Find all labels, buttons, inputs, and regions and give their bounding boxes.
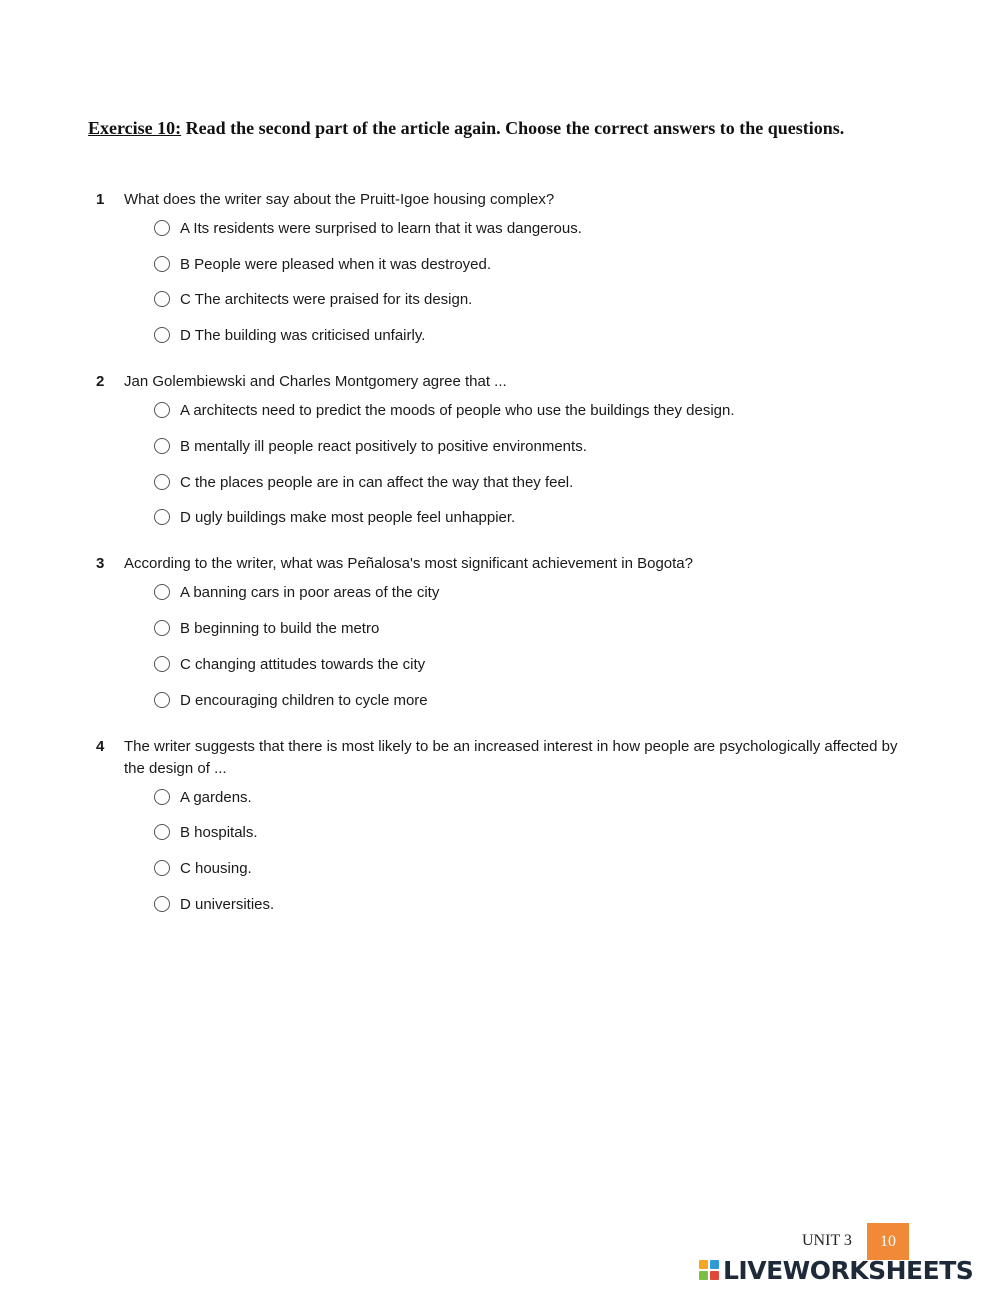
question-2 bbox=[96, 371, 916, 528]
radio-button[interactable] bbox=[154, 584, 170, 600]
radio-button[interactable] bbox=[154, 327, 170, 343]
radio-button[interactable] bbox=[154, 474, 170, 490]
radio-button[interactable] bbox=[154, 256, 170, 272]
logo-text: LIVEWORKSHEETS bbox=[723, 1255, 974, 1285]
question-4 bbox=[96, 736, 916, 915]
unit-label: UNIT 3 bbox=[802, 1232, 852, 1249]
option-c[interactable] bbox=[154, 653, 916, 675]
radio-button[interactable] bbox=[154, 896, 170, 912]
radio-button[interactable] bbox=[154, 402, 170, 418]
radio-button[interactable] bbox=[154, 789, 170, 805]
question-number: 2 bbox=[96, 373, 105, 390]
option-label: C housing. bbox=[180, 859, 252, 877]
radio-button[interactable] bbox=[154, 620, 170, 636]
option-a[interactable] bbox=[154, 399, 916, 421]
question-text: What does the writer say about the Pruitt-Igoe housing complex? bbox=[124, 191, 555, 208]
question-number: 3 bbox=[96, 555, 105, 572]
radio-button[interactable] bbox=[154, 438, 170, 454]
option-label: B hospitals. bbox=[180, 823, 258, 841]
radio-button[interactable] bbox=[154, 824, 170, 840]
option-d[interactable] bbox=[154, 324, 916, 346]
option-b[interactable] bbox=[154, 617, 916, 639]
option-label: A architects need to predict the moods of people who use the buildings they design. bbox=[180, 401, 735, 419]
option-b[interactable] bbox=[154, 253, 916, 275]
question-text: According to the writer, what was Peñalosa's most significant achievement in Bogota? bbox=[124, 555, 693, 572]
radio-button[interactable] bbox=[154, 220, 170, 236]
option-c[interactable] bbox=[154, 288, 916, 310]
option-label: D universities. bbox=[180, 895, 275, 913]
option-label: A banning cars in poor areas of the city bbox=[180, 583, 440, 601]
option-label: C the places people are in can affect the way that they feel. bbox=[180, 473, 574, 491]
question-text: Jan Golembiewski and Charles Montgomery agree that ... bbox=[124, 373, 507, 390]
option-d[interactable] bbox=[154, 689, 916, 711]
question-text: The writer suggests that there is most likely to be an increased interest in how people are psychologically affected by the design of ... bbox=[124, 738, 898, 777]
radio-button[interactable] bbox=[154, 291, 170, 307]
option-a[interactable] bbox=[154, 786, 916, 808]
option-c[interactable] bbox=[154, 471, 916, 493]
option-label: D The building was criticised unfairly. bbox=[180, 326, 426, 344]
logo-icon bbox=[699, 1260, 719, 1280]
option-label: A Its residents were surprised to learn that it was dangerous. bbox=[180, 219, 582, 237]
option-label: C changing attitudes towards the city bbox=[180, 655, 426, 673]
option-label: B beginning to build the metro bbox=[180, 619, 380, 637]
option-d[interactable] bbox=[154, 893, 916, 915]
radio-button[interactable] bbox=[154, 860, 170, 876]
option-label: D encouraging children to cycle more bbox=[180, 691, 428, 709]
option-c[interactable] bbox=[154, 857, 916, 879]
option-a[interactable] bbox=[154, 217, 916, 239]
option-label: A gardens. bbox=[180, 788, 252, 806]
radio-button[interactable] bbox=[154, 692, 170, 708]
exercise-heading bbox=[88, 117, 868, 140]
question-number: 4 bbox=[96, 738, 105, 755]
question-3 bbox=[96, 553, 916, 711]
exercise-instructions: Read the second part of the article again. Choose the correct answers to the questions. bbox=[181, 118, 845, 138]
question-number: 1 bbox=[96, 191, 105, 208]
option-d[interactable] bbox=[154, 506, 916, 528]
option-b[interactable] bbox=[154, 821, 916, 843]
liveworksheets-logo bbox=[699, 1255, 973, 1285]
option-label: D ugly buildings make most people feel unhappier. bbox=[180, 508, 516, 526]
option-label: B mentally ill people react positively to positive environments. bbox=[180, 437, 587, 455]
exercise-label: Exercise 10: bbox=[88, 118, 182, 138]
option-b[interactable] bbox=[154, 435, 916, 457]
page-number-badge: 10 bbox=[867, 1223, 909, 1260]
option-label: C The architects were praised for its design. bbox=[180, 290, 473, 308]
question-1 bbox=[96, 189, 916, 346]
option-label: B People were pleased when it was destroyed. bbox=[180, 255, 492, 273]
radio-button[interactable] bbox=[154, 509, 170, 525]
option-a[interactable] bbox=[154, 581, 916, 603]
radio-button[interactable] bbox=[154, 656, 170, 672]
